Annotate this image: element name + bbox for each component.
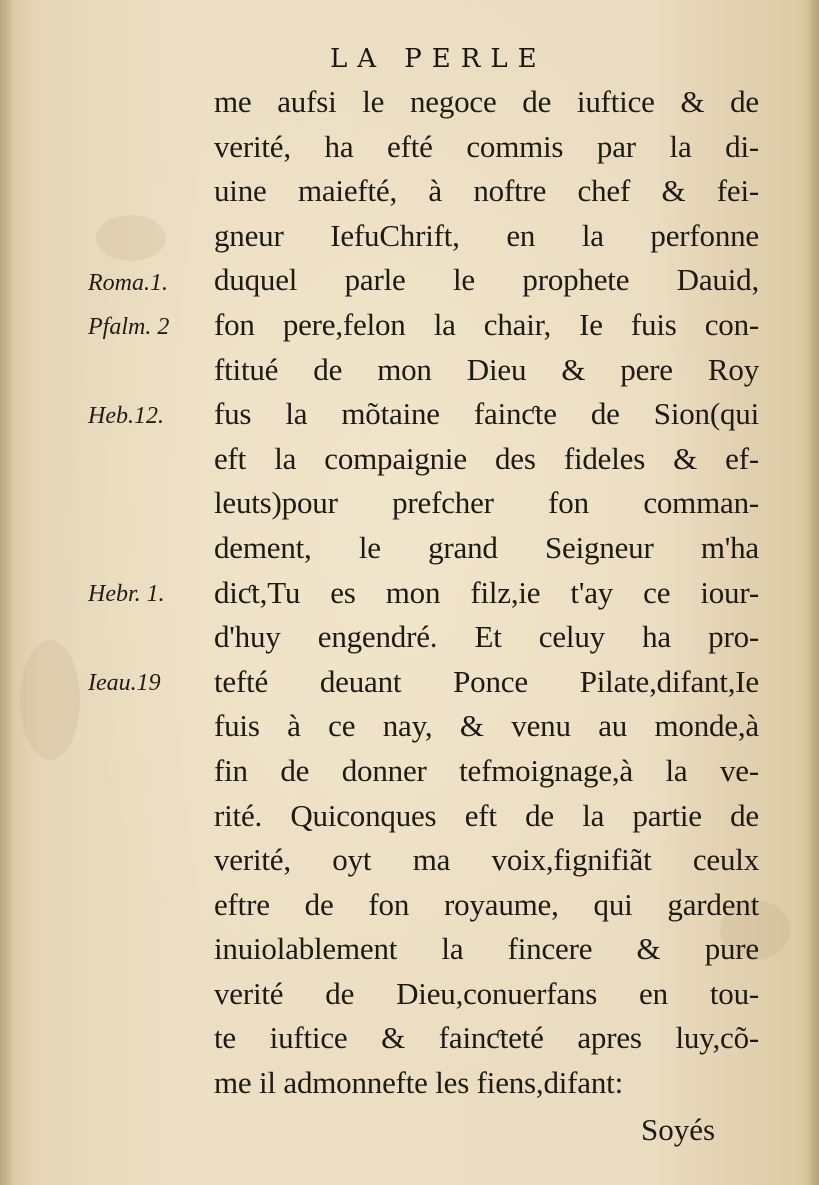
- text-line: fus la mõtaine fainƈte de Sion(qui: [214, 396, 759, 432]
- paper-stain: [20, 640, 80, 760]
- text-line: verité, ha efté commis par la di-: [214, 128, 759, 164]
- text-line: leuts)pour prefcher fon comman-: [214, 485, 759, 521]
- text-line: fin de donner tefmoignage,à la ve-: [214, 752, 759, 788]
- text-line: eft la compaignie des fideles & ef-: [214, 440, 759, 476]
- text-line: fuis à ce nay, & venu au monde,à: [214, 708, 759, 744]
- paper-stain: [96, 215, 166, 261]
- page-edge-right: [809, 0, 819, 1185]
- body-text: [214, 80, 759, 1106]
- text-line: ftitué de mon Dieu & pere Roy: [214, 351, 759, 387]
- text-line: te iuftice & fainƈteté apres luy,cõ-: [214, 1020, 759, 1056]
- margin-note-reference: Heb.12.: [88, 403, 164, 429]
- catchword: Soyés: [641, 1112, 716, 1147]
- text-line: d'huy engendré. Et celuy ha pro-: [214, 619, 759, 655]
- text-line: duquel parle le prophete Dauid,: [214, 262, 759, 298]
- margin-note-reference: Hebr. 1.: [88, 581, 165, 607]
- margin-note-reference: Pfalm. 2: [88, 314, 170, 340]
- text-line: me aufsi le negoce de iuftice & de: [214, 84, 759, 119]
- text-line: gneur IefuChrift, en la perfonne: [214, 217, 759, 253]
- text-line: verité, oyt ma voix,fignifiãt ceulx: [214, 842, 759, 878]
- text-line: fon pere,felon la chair, Ie fuis con-: [214, 306, 759, 342]
- margin-note-reference: Roma.1.: [88, 270, 168, 296]
- text-line: verité de Dieu,conuerfans en tou-: [214, 975, 759, 1011]
- running-title: LA PERLE: [330, 44, 547, 74]
- text-line: me il admonnefte les fiens,difant:: [214, 1065, 623, 1101]
- margin-note-reference: Ieau.19: [88, 670, 161, 696]
- text-line: uine maiefté, à noftre chef & fei-: [214, 173, 759, 209]
- text-line: diƈt,Tu es mon filz,ie t'ay ce iour-: [214, 574, 759, 610]
- page-edge-left: [0, 0, 14, 1185]
- text-line: inuiolablement la fincere & pure: [214, 931, 759, 967]
- text-line: eftre de fon royaume, qui gardent: [214, 886, 759, 922]
- text-line: rité. Quiconques eft de la partie de: [214, 797, 759, 833]
- text-line: tefté deuant Ponce Pilate,difant,Ie: [214, 663, 759, 699]
- text-line: dement, le grand Seigneur m'ha: [214, 529, 759, 565]
